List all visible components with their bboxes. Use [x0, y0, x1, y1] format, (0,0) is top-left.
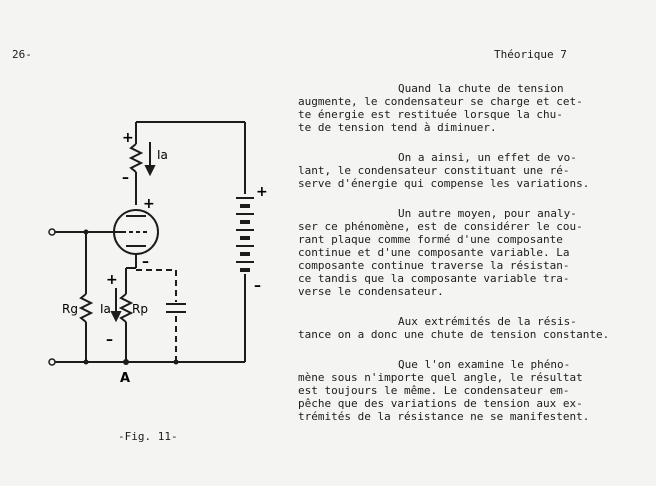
text-line: ser ce phénomène, est de considérer le cou- [298, 220, 583, 233]
text-line: On a ainsi, un effet de vo- [398, 151, 577, 164]
label-plus-battery: + [256, 184, 268, 200]
text-line: lant, le condensateur constituant une ré- [298, 164, 570, 177]
label-plus-top: + [122, 130, 134, 146]
label-minus-left: – [106, 332, 113, 348]
label-minus-cathode: – [142, 254, 149, 270]
text-line: pêche que des variations de tension aux ex- [298, 397, 583, 410]
label-plus-tube: + [143, 196, 155, 212]
paragraph-5 [298, 358, 598, 423]
paragraph-1 [298, 82, 598, 134]
label-node-a: A [120, 371, 131, 386]
text-line: composante continue traverse la résistan- [298, 259, 570, 272]
paragraph-2 [298, 151, 598, 190]
text-line: Un autre moyen, pour analy- [398, 207, 577, 220]
text-line: est toujours le même. Le condensateur em- [298, 384, 570, 397]
text-line: Quand la chute de tension [398, 82, 564, 95]
section-header: Théorique 7 [494, 48, 567, 61]
text-line: mène sous n'importe quel angle, le résultat [298, 371, 583, 384]
label-plus-left: + [106, 272, 118, 288]
body-text [298, 82, 610, 440]
paragraph-4 [298, 315, 610, 341]
text-line: ce tandis que la composante variable tra- [298, 272, 570, 285]
circuit-figure [40, 110, 280, 390]
label-rg: Rg [62, 302, 78, 316]
text-line: Aux extrémités de la résis- [398, 315, 577, 328]
text-line: rant plaque comme formé d'une composante [298, 233, 563, 246]
paragraph-3 [298, 207, 598, 298]
label-minus-top: – [122, 170, 129, 186]
label-rp: Rp [132, 302, 148, 316]
text-line: tance on a donc une chute de tension constante. [298, 328, 610, 341]
page-number: 26- [12, 48, 32, 61]
label-ia-bottom: Ia [100, 302, 111, 316]
text-line: serve d'énergie qui compense les variations. [298, 177, 590, 190]
text-line: augmente, le condensateur se charge et cet- [298, 95, 583, 108]
label-ia-top: Ia [157, 148, 168, 162]
text-line: te de tension tend à diminuer. [298, 121, 497, 134]
circuit-diagram [40, 110, 280, 390]
label-minus-battery: – [254, 278, 261, 294]
text-line: verse le condensateur. [298, 285, 444, 298]
text-line: Que l'on examine le phéno- [398, 358, 571, 371]
figure-caption: -Fig. 11- [118, 430, 178, 443]
text-line: trémités de la résistance ne se manifestent. [298, 410, 590, 423]
text-line: te énergie est restituée lorsque la chu- [298, 108, 563, 121]
text-line: continue et d'une composante variable. La [298, 246, 570, 259]
